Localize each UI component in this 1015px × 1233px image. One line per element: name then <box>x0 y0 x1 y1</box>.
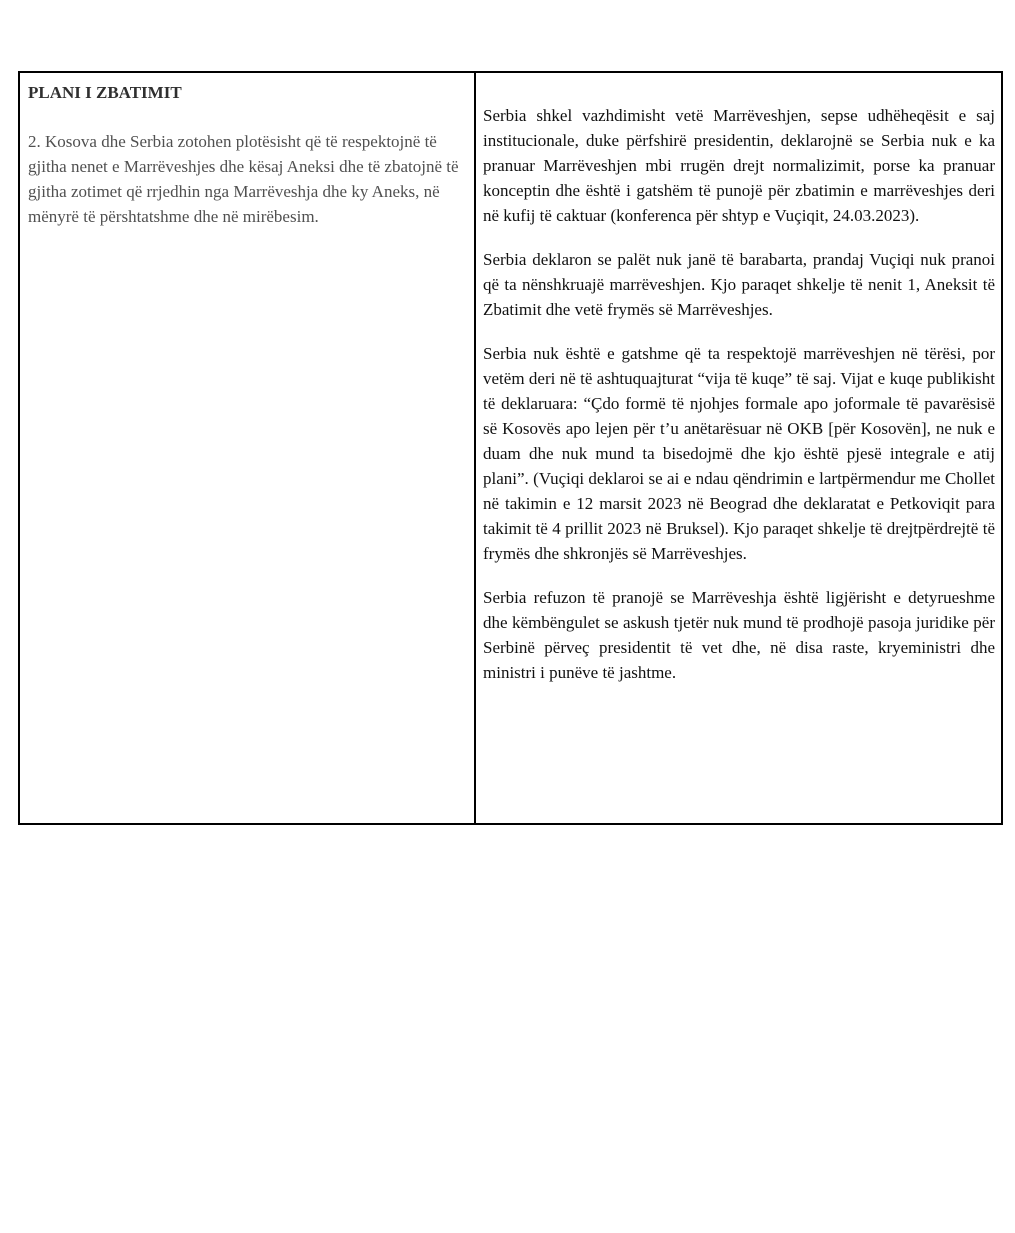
commentary-paragraph-1: Serbia shkel vazhdimisht vetë Marrëveshjen, sepse udhëheqësit e saj institucionale, duke përfshirë presidentin, deklarojnë se Serbia nuk e ka pranuar Marrëveshjen mbi rrugën drejt normalizimit, porse ka pranuar konceptin dhe është i gatshëm të punojë për zbatimin e marrëveshjes deri në kufij të caktuar (konferenca për shtyp e Vuçiqit, 24.03.2023). <box>483 106 995 225</box>
section-heading: PLANI I ZBATIMIT <box>28 83 182 102</box>
commentary-paragraph-4: Serbia refuzon të pranojë se Marrëveshja është ligjërisht e detyrueshme dhe këmbëngulet se askush tjetër nuk mund të prodhojë pasoja juridike për Serbinë përveç presidentit të vet dhe, në disa raste, kryeministri dhe ministri i punëve të jashtme. <box>483 588 995 682</box>
right-column <box>476 73 1001 823</box>
commentary-paragraph-3: Serbia nuk është e gatshme që ta respektojë marrëveshjen në tërësi, por vetëm deri në të ashtuquajturat “vija të kuqe” të saj. Vijat e kuqe publikisht të deklaruara: “Çdo formë të njohjes formale apo joformale të pavarësisë së Kosovës apo lejen për t’u anëtarësuar në OKB [për Kosovën], ne nuk e duam dhe nuk mund ta bisedojmë dhe kjo është pjesë integrale e atij plani”. (Vuçiqi deklaroi se ai e ndau qëndrimin e lartpërmendur me Chollet në takimin e 12 marsit 2023 në Beograd dhe deklaratat e Petkoviqit para takimit të 4 prillit 2023 në Bruksel). Kjo paraqet shkelje të drejtpërdrejtë të frymës dhe shkronjës së Marrëveshjes. <box>483 344 995 563</box>
document-table <box>18 71 1003 825</box>
left-column <box>20 73 476 823</box>
agreement-clause-text: 2. Kosova dhe Serbia zotohen plotësisht që të respektojnë të gjitha nenet e Marrëveshjes dhe kësaj Aneksi dhe të zbatojnë të gjitha zotimet që rrjedhin nga Marrëveshja dhe ky Aneks, në mënyrë të përshtatshme dhe në mirëbesim. <box>28 132 459 226</box>
commentary-paragraph-2: Serbia deklaron se palët nuk janë të barabarta, prandaj Vuçiqi nuk pranoi që ta nënshkruajë marrëveshjen. Kjo paraqet shkelje të nenit 1, Aneksit të Zbatimit dhe vetë frymës së Marrëveshjes. <box>483 250 995 319</box>
